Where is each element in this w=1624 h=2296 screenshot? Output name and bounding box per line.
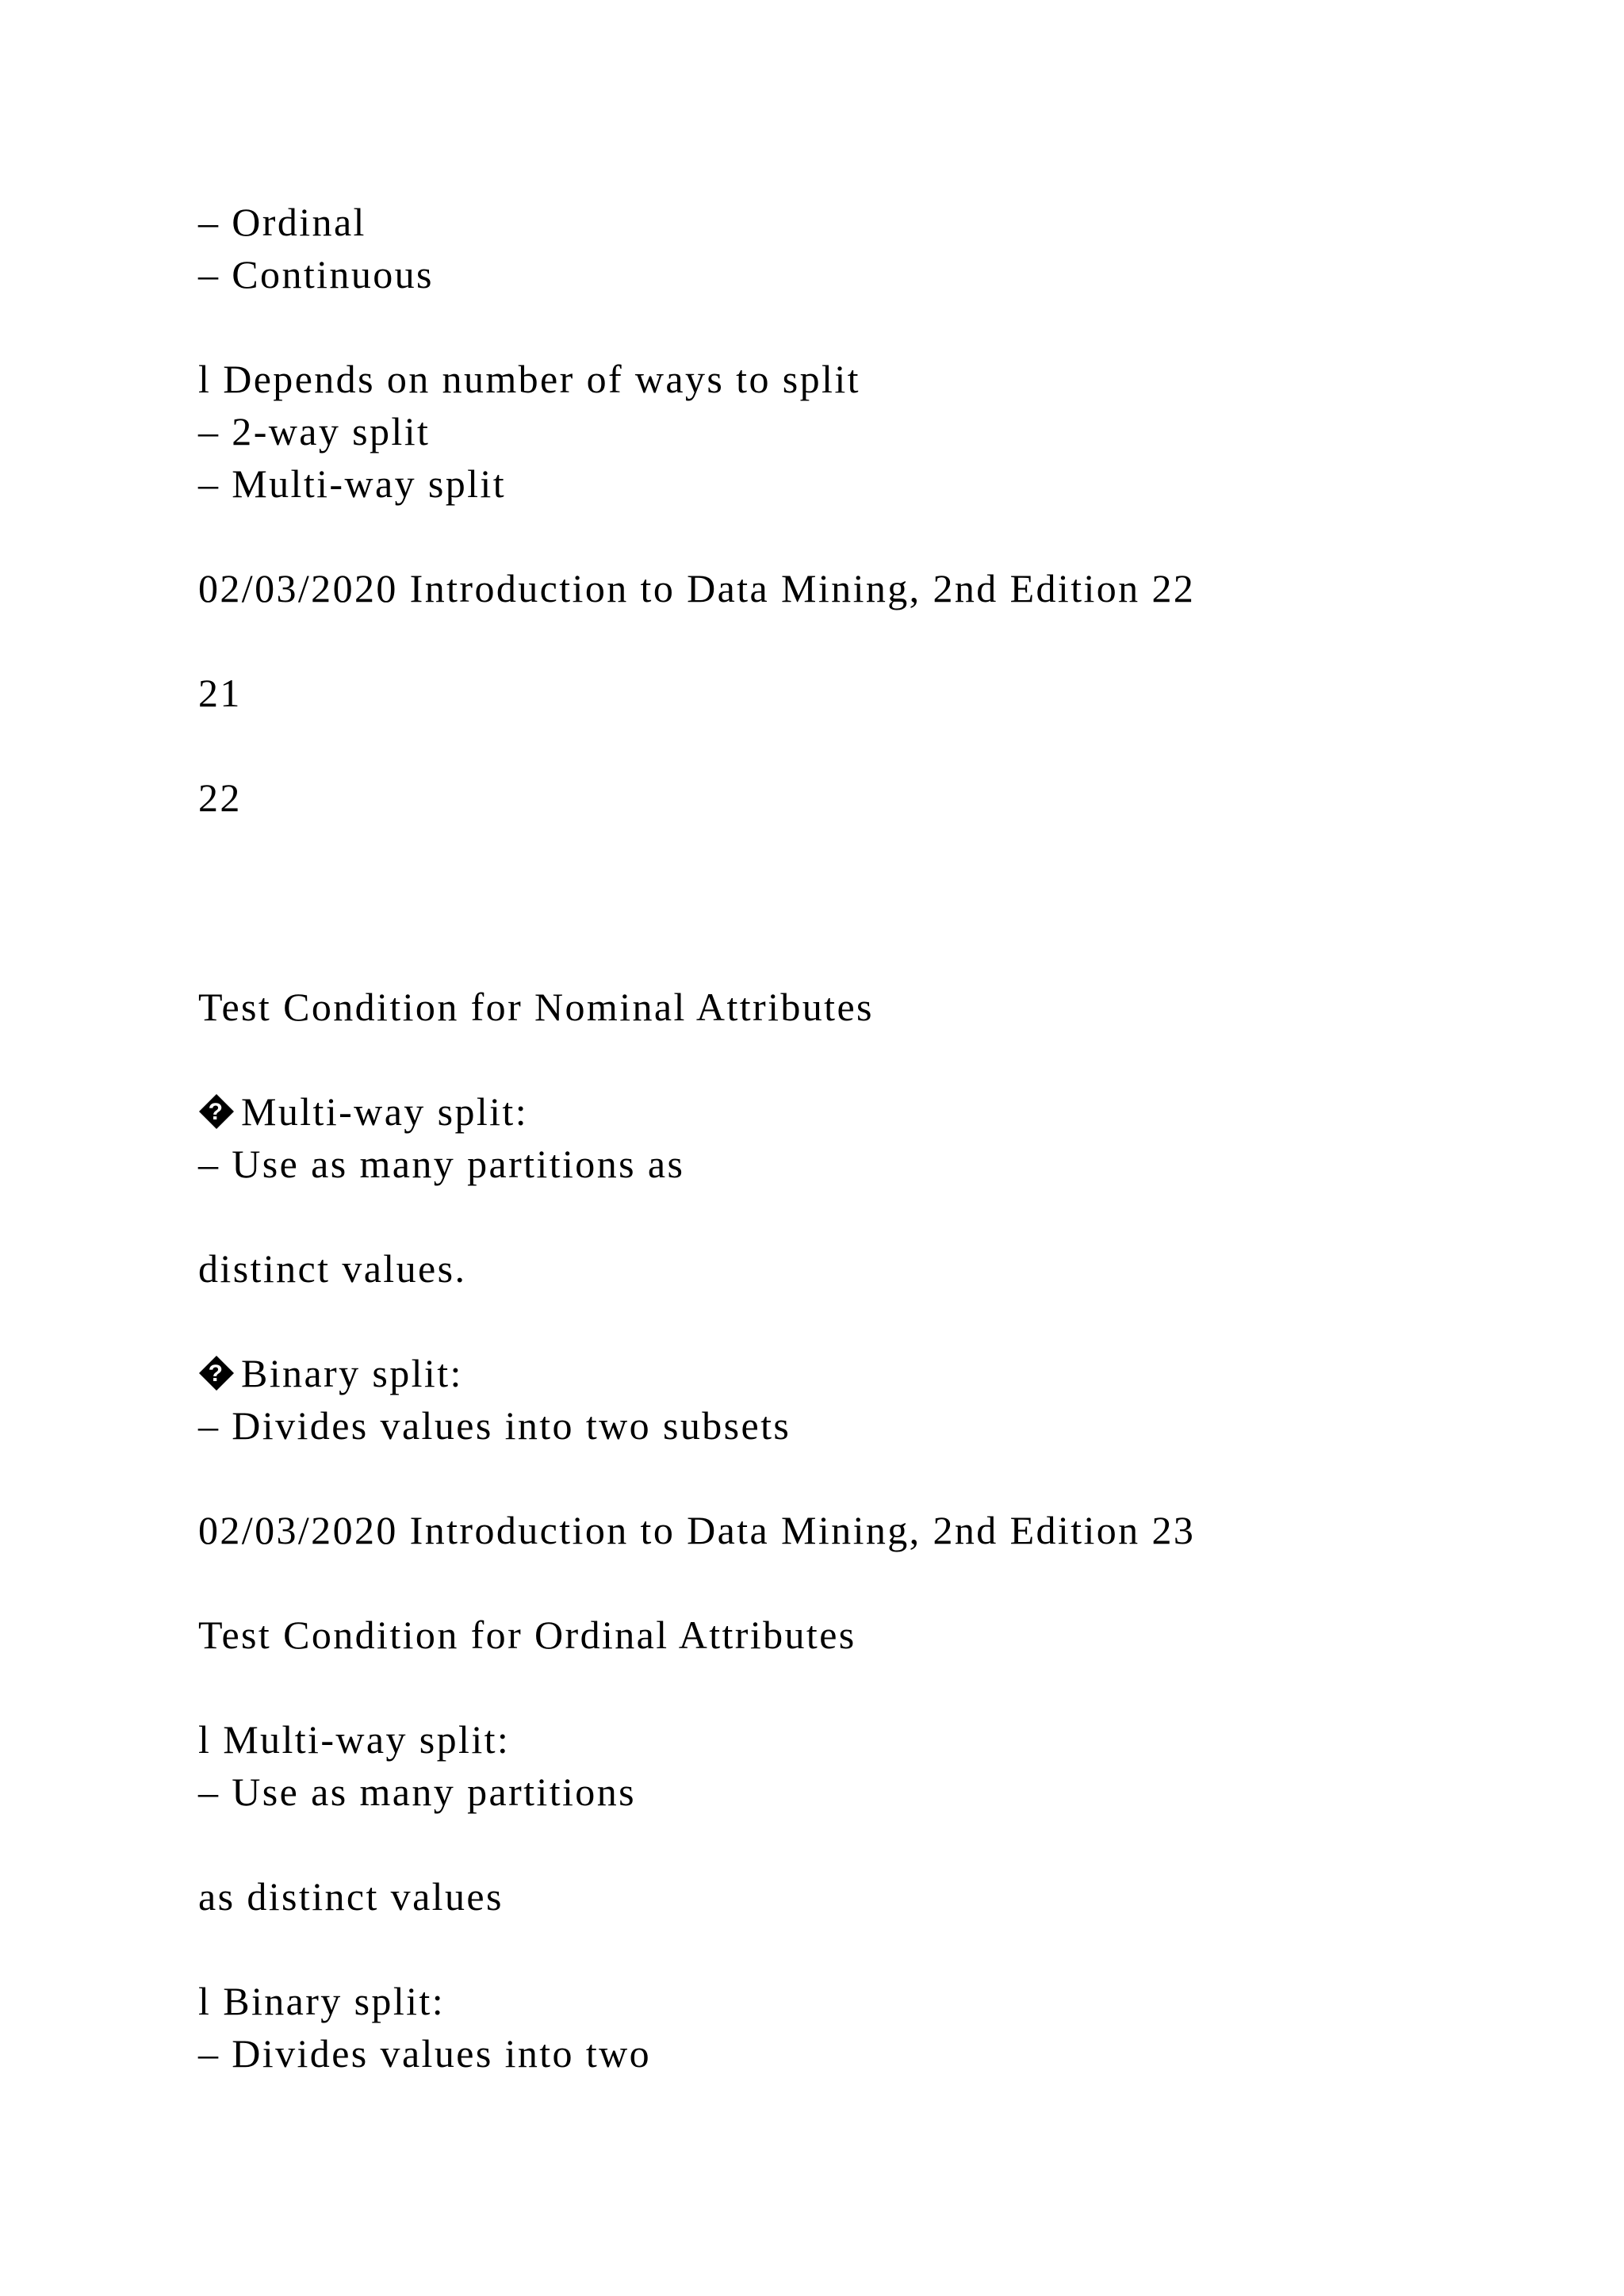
text-line-distinct-values: distinct values. — [198, 1246, 467, 1291]
bullet-binary-split-nominal — [198, 1349, 463, 1397]
text-line-ordinal: – Ordinal — [198, 200, 366, 244]
slide-footer-23: 02/03/2020 Introduction to Data Mining, 2nd Edition 23 — [198, 1508, 1196, 1552]
slide-footer-22: 02/03/2020 Introduction to Data Mining, 2nd Edition 22 — [198, 566, 1196, 610]
text-line-divides-two: – Divides values into two — [198, 2031, 652, 2076]
text-line-use-partitions: – Use as many partitions as — [198, 1142, 685, 1186]
bullet-label: Multi-way split: — [241, 1089, 529, 1134]
replacement-character-icon — [198, 1355, 235, 1391]
bullet-multi-way-split-nominal — [198, 1088, 528, 1135]
page-number-22: 22 — [198, 775, 242, 820]
text-line-divides-subsets: – Divides values into two subsets — [198, 1403, 791, 1448]
text-line-continuous: – Continuous — [198, 252, 434, 297]
section-heading-nominal: Test Condition for Nominal Attributes — [198, 985, 874, 1029]
text-line-multi-way-split: – Multi-way split — [198, 461, 507, 506]
replacement-character-icon — [198, 1093, 235, 1130]
text-line-binary-split-ordinal: l Binary split: — [198, 1979, 445, 2023]
text-line-multi-way-split-ordinal: l Multi-way split: — [198, 1717, 511, 1762]
svg-text:?: ? — [208, 1099, 225, 1125]
svg-text:?: ? — [208, 1360, 225, 1387]
text-line-as-distinct-values: as distinct values — [198, 1874, 504, 1919]
text-line-2-way-split: – 2-way split — [198, 409, 431, 453]
bullet-label: Binary split: — [241, 1351, 463, 1395]
text-line-use-partitions-ordinal: – Use as many partitions — [198, 1770, 636, 1814]
page-number-21: 21 — [198, 671, 242, 715]
section-heading-ordinal: Test Condition for Ordinal Attributes — [198, 1613, 856, 1657]
text-line-depends-on-ways: l Depends on number of ways to split — [198, 357, 860, 401]
